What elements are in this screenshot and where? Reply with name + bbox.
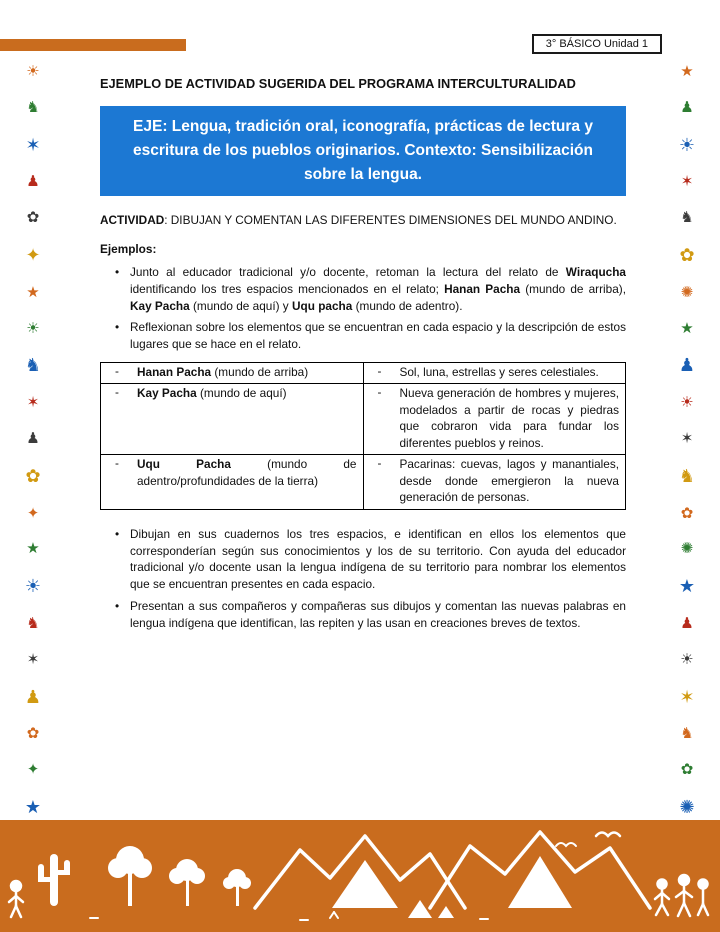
fox-icon: ✦ [26,761,40,779]
spiral-icon: ✺ [680,540,694,558]
plant-icon: ✿ [679,244,695,265]
plant-icon: ✿ [680,504,694,522]
table-row [101,362,626,384]
term-text: Kay Pacha (mundo de aquí) [137,386,287,401]
description-cell [363,362,626,384]
star-icon: ★ [680,63,694,80]
examples-list-bottom [100,526,626,632]
sun-icon: ☀ [26,319,40,337]
sun-icon: ☀ [24,576,42,597]
activity-label: ACTIVIDAD [100,213,165,228]
spiral-icon: ✺ [680,283,694,301]
landscape-illustration [0,820,720,932]
top-orange-bar [0,39,186,51]
sun-icon: ☀ [680,650,694,668]
dash-marker: - [377,456,382,471]
bird-icon: ✶ [26,650,40,668]
llama-icon: ♞ [680,209,694,227]
bird-icon: ✶ [680,173,694,191]
dash-marker: - [115,385,119,400]
page-title: EJEMPLO DE ACTIVIDAD SUGERIDA DEL PROGRAMA INTERCULTURALIDAD [100,76,576,91]
llama-icon: ♞ [26,614,40,632]
list-item: • Presentan a sus compañeros y compañeras sus dibujos y comentan las nuevas palabras en lengua indígena que identifican, las repiten y las usan en creaciones breves de textos. [130,598,626,632]
left-icon-column [4,64,62,816]
star-icon: ★ [24,796,42,817]
description-text: Sol, luna, estrellas y seres celestiales. [399,364,599,379]
plant-icon: ✿ [25,465,41,486]
llama-icon: ♞ [678,465,696,486]
bird-icon: ✶ [679,686,695,707]
dash-marker: - [115,363,119,378]
term-text: Hanan Pacha (mundo de arriba) [137,364,309,379]
sun-icon: ☀ [680,394,694,412]
star-icon: ★ [26,540,40,558]
table-row [101,455,626,510]
dash-marker: - [377,363,382,378]
fox-icon: ✦ [25,244,41,265]
star-icon: ★ [678,576,696,597]
star-icon: ★ [680,319,694,337]
llama-icon: ♞ [24,355,42,376]
term-cell [101,455,364,510]
bird-icon: ✶ [680,429,694,447]
fox-icon: ✦ [26,504,40,522]
sun-icon: ☀ [678,134,696,155]
term-text: Uqu Pacha (mundo de adentro/profundidades de la tierra) [137,457,357,488]
examples-label: Ejemplos: [100,242,157,257]
dash-marker: - [377,385,382,400]
grade-badge: 3° BÁSICO Unidad 1 [532,34,662,54]
star-icon: ★ [26,283,40,301]
bottom-landscape-band [0,820,720,932]
description-text: Nueva generación de hombres y mujeres, modelados a partir de rocas y piedras que cobraron vida para fundar los diferentes pueblos y reinos. [399,386,619,450]
term-cell [101,384,364,455]
dash-marker: - [115,456,119,471]
activity-line [100,213,626,227]
plant-icon: ✿ [26,209,40,227]
description-cell [363,455,626,510]
worldviews-table [100,362,626,510]
bird-icon: ✶ [25,134,41,155]
examples-list-top [100,264,626,353]
description-text: Pacarinas: cuevas, lagos y manantiales, desde donde emergieron la nueva generación de personas. [399,457,619,505]
list-item: • Junto al educador tradicional y/o docente, retoman la lectura del relato de Wiraqucha identificando los tres espacios mencionados en el relato; Hanan Pacha (mundo de arriba), Kay Pacha (mundo de aquí) y Uqu pacha (mundo de adentro). [130,264,626,314]
llama-icon: ♞ [26,98,40,116]
person-icon: ♟ [24,686,42,707]
right-icon-column [658,64,716,816]
table-row [101,384,626,455]
plant-icon: ✿ [680,761,694,779]
person-icon: ♟ [678,355,696,376]
list-item: • Reflexionan sobre los elementos que se encuentran en cada espacio y la descripción de estos lugares que se hace en el relato. [130,319,626,353]
list-item: • Dibujan en sus cuadernos los tres espacios, e identifican en ellos los elementos que corresponderían según sus conocimientos y los de su territorio. Con ayuda del educador tradicional y/o docente usan la lengua indígena de su territorio para nombrar los elementos que se encuentran presentes en cada espacio. [130,526,626,593]
llama-icon: ♞ [680,725,694,743]
person-icon: ♟ [680,98,694,116]
person-icon: ♟ [680,614,694,632]
sun-icon: ☀ [26,63,40,80]
spiral-icon: ✺ [679,796,695,817]
plant-icon: ✿ [26,725,40,743]
term-cell [101,362,364,384]
activity-text: : DIBUJAN Y COMENTAN LAS DIFERENTES DIMENSIONES DEL MUNDO ANDINO. [164,213,617,228]
description-cell [363,384,626,455]
main-content [100,76,626,636]
person-icon: ♟ [26,429,40,447]
eje-banner: EJE: Lengua, tradición oral, iconografía, prácticas de lectura y escritura de los pueblos originarios. Contexto: Sensibilización sobre la lengua. [100,106,626,196]
bird-icon: ✶ [26,394,40,412]
person-icon: ♟ [26,173,40,191]
